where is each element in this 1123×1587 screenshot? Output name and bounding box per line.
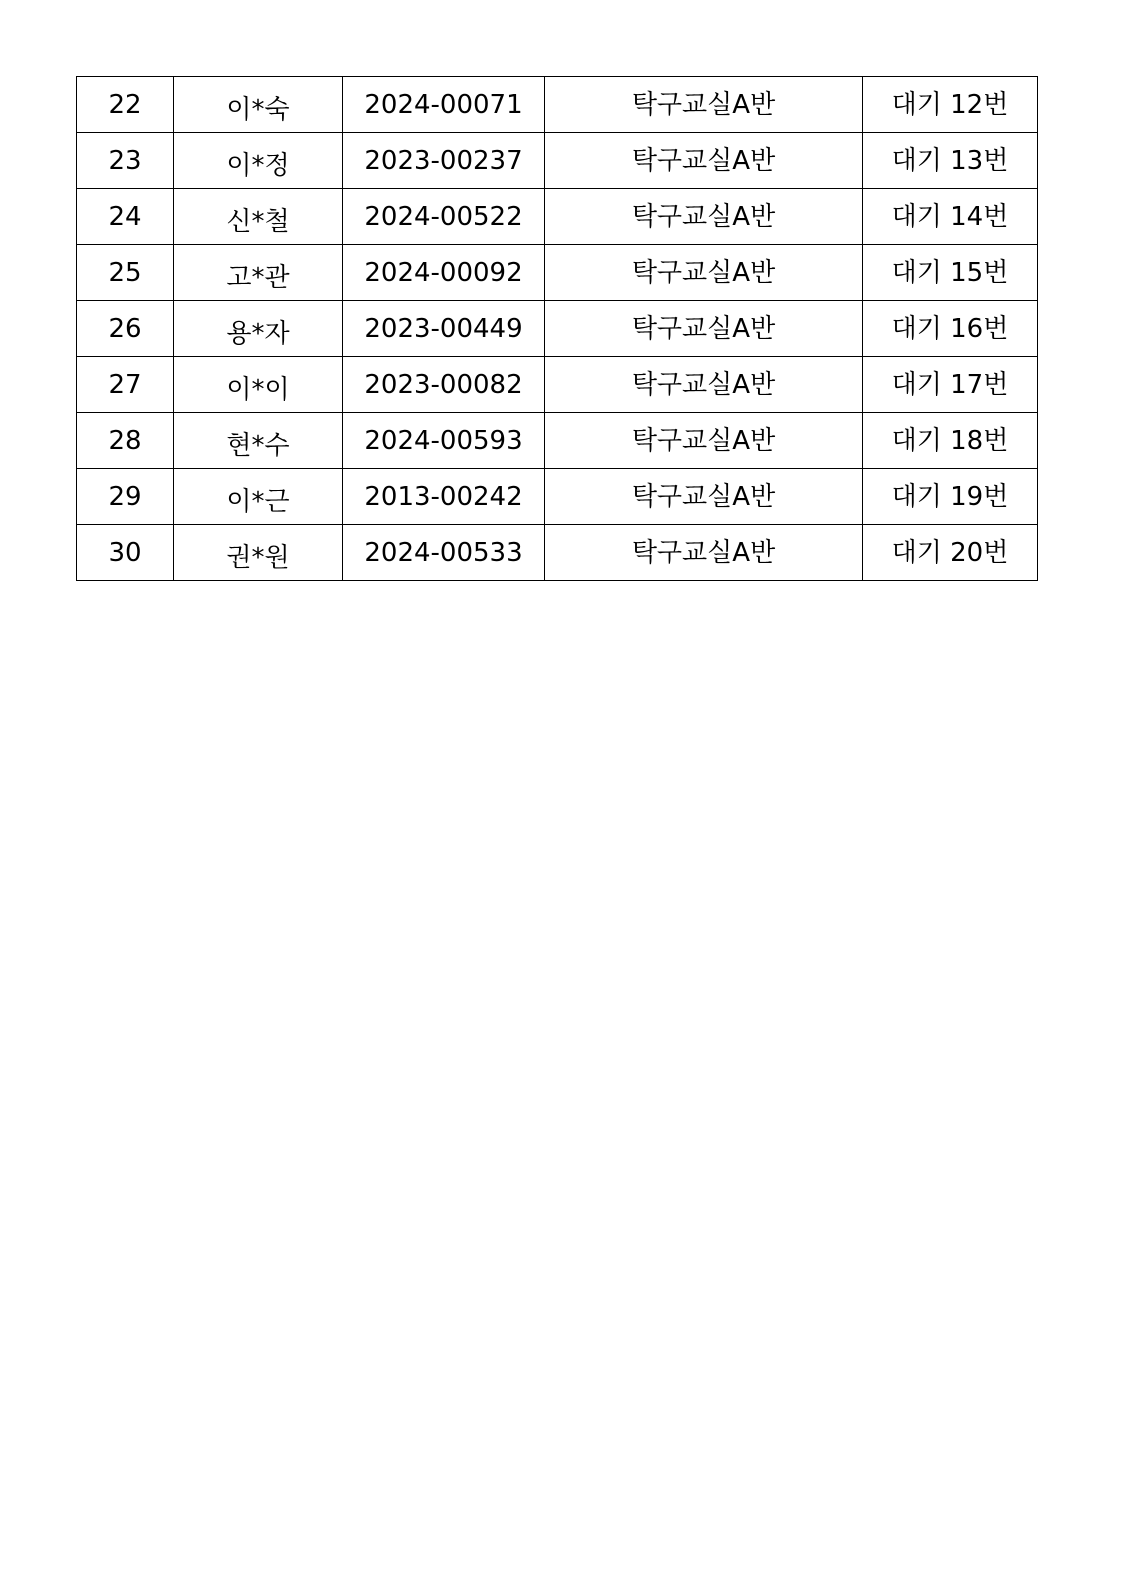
table-row [77, 357, 1038, 413]
waitlist-position: 대기 16번 [863, 301, 1038, 357]
class-name: 탁구교실A반 [545, 301, 863, 357]
member-id: 2023-00237 [343, 133, 545, 189]
member-id: 2023-00449 [343, 301, 545, 357]
member-name: 이*이 [174, 357, 343, 413]
row-number: 29 [77, 469, 174, 525]
class-name: 탁구교실A반 [545, 77, 863, 133]
table-row [77, 189, 1038, 245]
table-row [77, 469, 1038, 525]
member-id: 2013-00242 [343, 469, 545, 525]
table-row [77, 413, 1038, 469]
table-row [77, 133, 1038, 189]
row-number: 28 [77, 413, 174, 469]
table-row [77, 301, 1038, 357]
class-name: 탁구교실A반 [545, 133, 863, 189]
waitlist-position: 대기 12번 [863, 77, 1038, 133]
waitlist-position: 대기 14번 [863, 189, 1038, 245]
class-name: 탁구교실A반 [545, 469, 863, 525]
member-name: 이*근 [174, 469, 343, 525]
row-number: 26 [77, 301, 174, 357]
member-name: 고*관 [174, 245, 343, 301]
waitlist-position: 대기 17번 [863, 357, 1038, 413]
class-name: 탁구교실A반 [545, 357, 863, 413]
table-row [77, 525, 1038, 581]
waitlist-position: 대기 13번 [863, 133, 1038, 189]
waitlist-position: 대기 18번 [863, 413, 1038, 469]
table-row [77, 245, 1038, 301]
row-number: 22 [77, 77, 174, 133]
member-id: 2024-00533 [343, 525, 545, 581]
class-name: 탁구교실A반 [545, 525, 863, 581]
waitlist-table [76, 76, 1038, 581]
class-name: 탁구교실A반 [545, 413, 863, 469]
class-name: 탁구교실A반 [545, 245, 863, 301]
row-number: 24 [77, 189, 174, 245]
member-name: 신*철 [174, 189, 343, 245]
member-id: 2024-00593 [343, 413, 545, 469]
member-id: 2024-00071 [343, 77, 545, 133]
member-name: 이*숙 [174, 77, 343, 133]
row-number: 27 [77, 357, 174, 413]
member-name: 용*자 [174, 301, 343, 357]
row-number: 23 [77, 133, 174, 189]
member-id: 2024-00092 [343, 245, 545, 301]
table-row [77, 77, 1038, 133]
waitlist-position: 대기 19번 [863, 469, 1038, 525]
class-name: 탁구교실A반 [545, 189, 863, 245]
waitlist-position: 대기 15번 [863, 245, 1038, 301]
row-number: 30 [77, 525, 174, 581]
row-number: 25 [77, 245, 174, 301]
member-id: 2024-00522 [343, 189, 545, 245]
member-name: 권*원 [174, 525, 343, 581]
waitlist-position: 대기 20번 [863, 525, 1038, 581]
member-name: 이*정 [174, 133, 343, 189]
member-id: 2023-00082 [343, 357, 545, 413]
member-name: 현*수 [174, 413, 343, 469]
